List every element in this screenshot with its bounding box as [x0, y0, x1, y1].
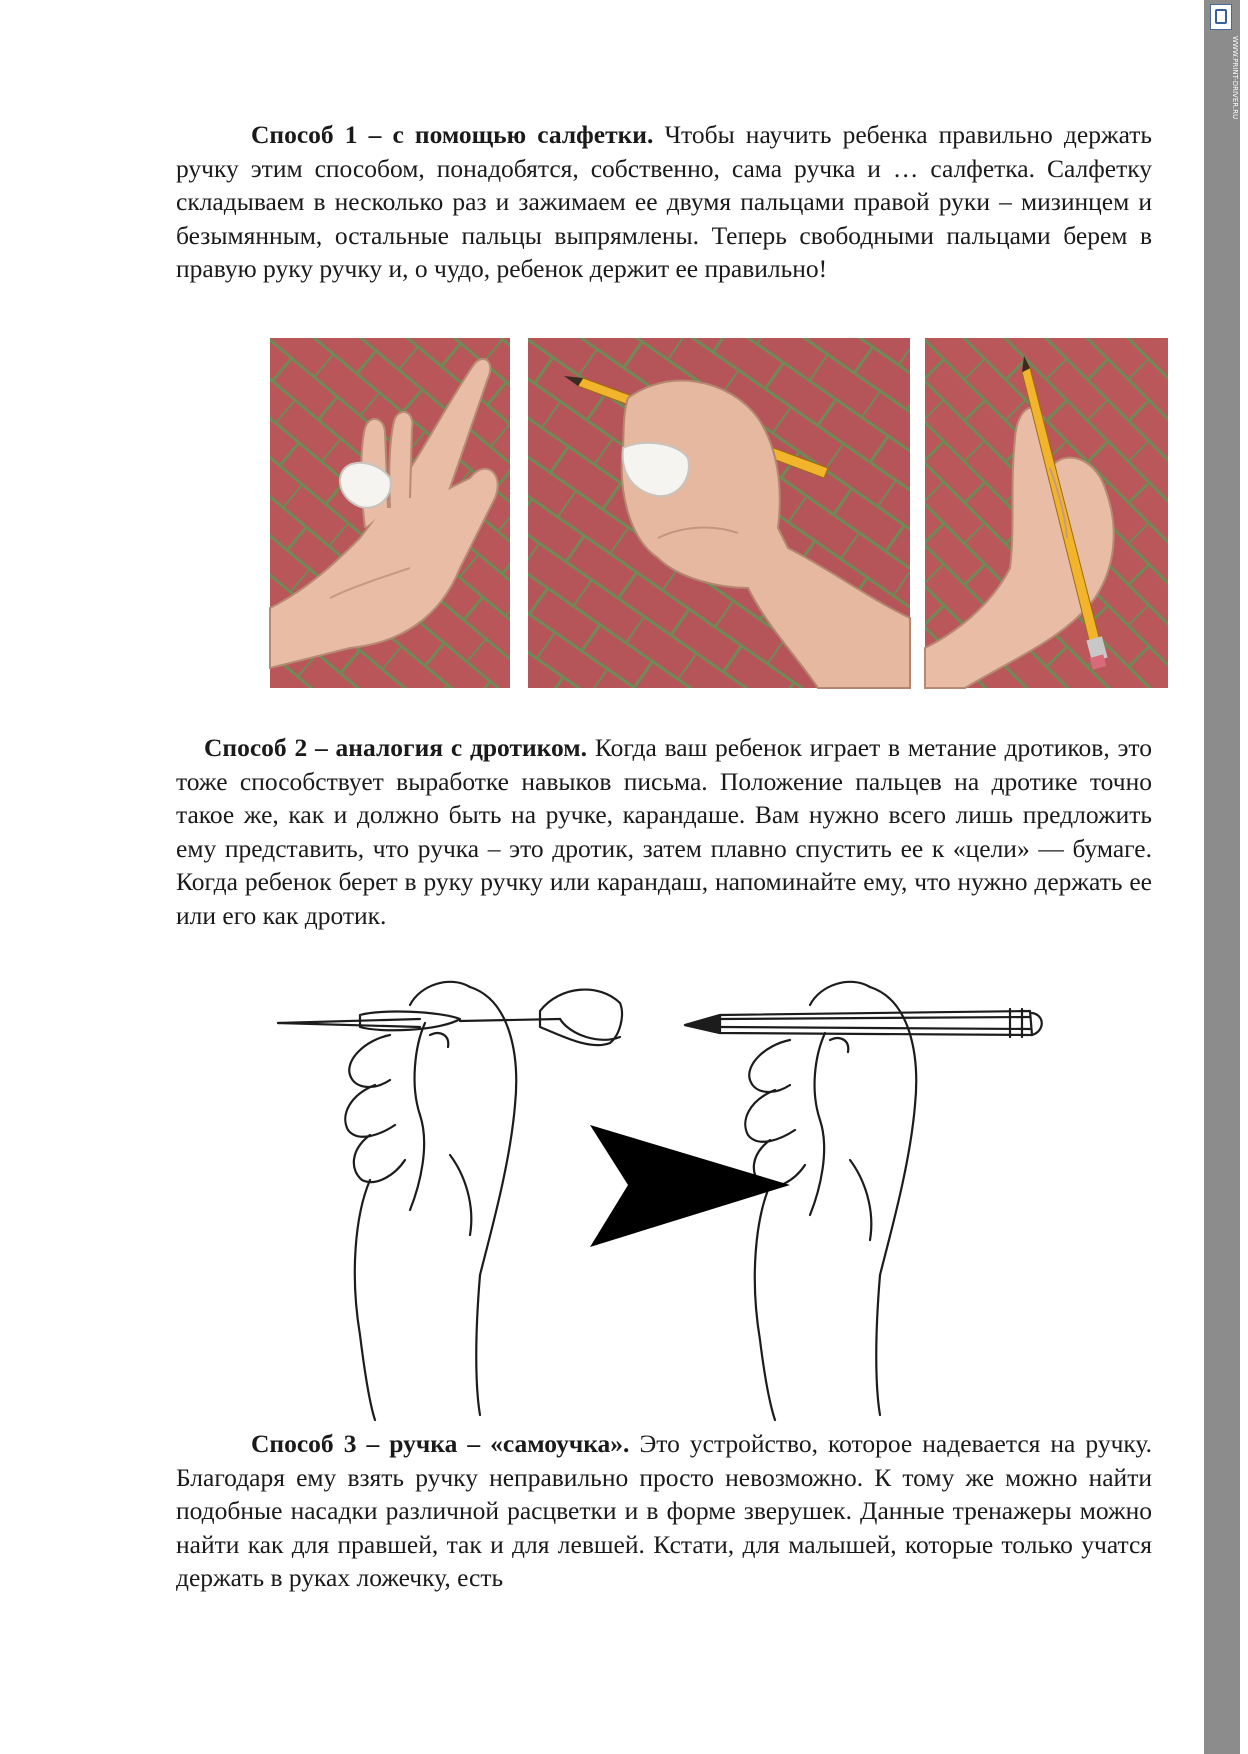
method-3-paragraph	[176, 1427, 1152, 1595]
method-2-paragraph	[176, 731, 1152, 933]
dart-pencil-illustration	[270, 975, 1170, 1425]
photo-fist-with-pencil	[528, 338, 910, 688]
photo-correct-pencil-grip	[925, 338, 1168, 688]
hand-with-dart	[278, 982, 622, 1420]
method-2-text: Когда ваш ребенок играет в метание дротиков, это тоже способствует выработке навыков письма. Положение пальцев на дротике точно такое же, как и должно быть на ручке, карандаше. Вам нужно всего лишь предложить ему представить, что ручка – это дротик, затем плавно спустить ее к «цели» — бумаге. Когда ребенок берет в руку ручку или карандаш, напоминайте ему, что нужно держать ее или его как дротик.	[176, 733, 1152, 930]
watermark-line-1: Создано демо-версией Универсального Конвертера Документов. Полная версия не добавляет этот штамп.	[1240, 36, 1248, 435]
arrow-right-icon	[590, 1125, 790, 1247]
method-1-text: Чтобы научить ребенка правильно держать ручку этим способом, понадобятся, собственно, сама ручка и … салфетка. Салфетку складываем в несколько раз и зажимаем ее двумя пальцами правой руки – мизинцем и безымянным, остальные пальцы выпрямлены. Теперь свободными пальцами берем в правую руку ручку и, о чудо, ребенок держит ее правильно!	[176, 120, 1152, 284]
watermark-text	[1230, 36, 1248, 435]
converter-logo-icon	[1210, 4, 1232, 30]
method-3-title: Способ 3 – ручка – «самоучка».	[251, 1429, 630, 1458]
method-3-text: Это устройство, которое надевается на ручку. Благодаря ему взять ручку неправильно просто невозможно. К тому же можно найти подобные насадки различной расцветки и в форме зверушек. Данные тренажеры можно найти как для правшей, так и для левшей. Кстати, для малышей, которые только учатся держать в руках ложечку, есть	[176, 1429, 1152, 1593]
method-2-title: Способ 2 – аналогия с дротиком.	[204, 733, 588, 762]
watermark-line-2: WWW.PRINT-DRIVER.RU	[1231, 36, 1239, 120]
photo-hand-with-napkin	[270, 338, 510, 688]
method-1-title: Способ 1 – с помощью салфетки.	[251, 120, 654, 149]
method-1-paragraph	[176, 118, 1152, 286]
